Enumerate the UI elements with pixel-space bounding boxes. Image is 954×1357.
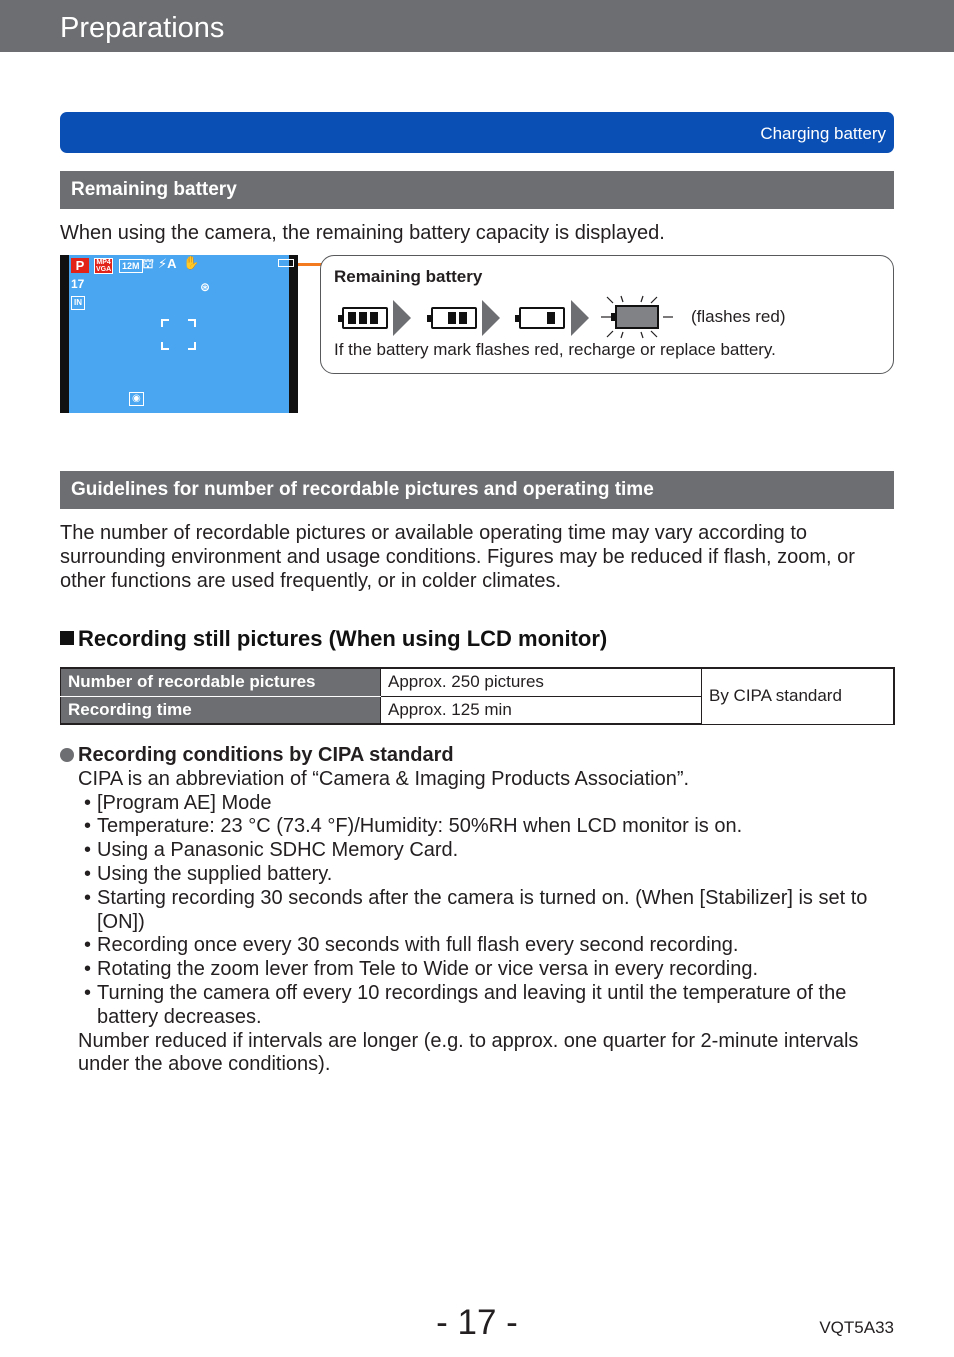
list-item: • [Program AE] Mode xyxy=(84,792,894,816)
callout-note: If the battery mark flashes red, recharge or replace battery. xyxy=(334,340,776,359)
section-intro: When using the camera, the remaining battery capacity is displayed. xyxy=(60,222,665,244)
subsection-heading-label: Recording still pictures (When using LCD monitor) xyxy=(78,626,608,651)
page-title: Preparations xyxy=(60,12,225,44)
arrow-right-icon xyxy=(571,300,589,336)
list-item: • Using a Panasonic SDHC Memory Card. xyxy=(84,839,894,863)
battery-two-thirds-icon xyxy=(431,307,477,329)
conditions-footer: Number reduced if intervals are longer (e.g. to approx. one quarter for 2-minute intervals under the above conditions). xyxy=(78,1029,859,1076)
scene-icon: ⛫ xyxy=(142,256,154,271)
section-nav-bar xyxy=(60,112,894,153)
vga-label: VGA xyxy=(96,266,112,273)
list-item: • Turning the camera off every 10 recordings and leaving it until the temperature of the battery decreases. xyxy=(84,982,894,1030)
flash-auto-icon: ⚡A xyxy=(158,256,177,271)
table-cell: Approx. 125 min xyxy=(381,696,702,724)
mp4-vga-icon xyxy=(94,258,113,274)
arrow-right-icon xyxy=(393,300,411,336)
table-header-cell: Number of recordable pictures xyxy=(61,668,381,696)
spec-table xyxy=(60,667,895,725)
section-heading-guidelines xyxy=(60,471,894,509)
list-item: • Rotating the zoom lever from Tele to Wide or vice versa in every recording. xyxy=(84,958,894,982)
round-bullet-icon xyxy=(60,748,74,762)
breadcrumb-link[interactable]: Charging battery xyxy=(760,124,886,143)
picture-size-icon: 12M xyxy=(119,259,143,273)
guidelines-intro: The number of recordable pictures or available operating time may vary according to surrounding environment and usage conditions. Figures may be reduced if flash, zoom, or other functions are used frequently, or in colder climates. xyxy=(60,522,855,592)
section-heading-label: Guidelines for number of recordable pictures and operating time xyxy=(71,479,654,500)
lcd-battery-icon xyxy=(278,259,294,267)
battery-empty-flashing-icon xyxy=(599,294,675,340)
section-heading-remaining-battery xyxy=(60,171,894,209)
conditions-heading xyxy=(60,744,894,768)
self-timer-icon: ⊛ xyxy=(200,280,211,294)
callout-title: Remaining battery xyxy=(334,267,483,286)
top-bar xyxy=(0,0,954,52)
page-number: - 17 - xyxy=(436,1303,518,1342)
af-frame-corner xyxy=(188,342,196,350)
remaining-battery-callout xyxy=(320,255,894,374)
table-standard-cell: By CIPA standard xyxy=(702,668,895,724)
af-frame-corner xyxy=(161,342,169,350)
shot-count: 17 xyxy=(71,277,85,291)
conditions-intro: CIPA is an abbreviation of “Camera & Imaging Products Association”. xyxy=(78,767,690,790)
list-item: • Temperature: 23 °C (73.4 °F)/Humidity: 50%RH when LCD monitor is on. xyxy=(84,815,894,839)
metering-icon: ◉ xyxy=(129,392,144,406)
table-row xyxy=(61,668,895,696)
list-item: • Recording once every 30 seconds with full flash every second recording. xyxy=(84,934,894,958)
subsection-heading xyxy=(60,626,607,652)
battery-one-third-icon xyxy=(519,307,565,329)
table-cell: Approx. 250 pictures xyxy=(381,668,702,696)
af-frame-corner xyxy=(188,319,196,327)
square-bullet-icon xyxy=(60,631,74,645)
battery-full-icon xyxy=(342,307,388,329)
mp4-label: MP4 xyxy=(96,259,111,266)
flash-note: (flashes red) xyxy=(691,307,786,326)
stabilizer-icon: ✋ xyxy=(183,255,200,270)
internal-memory-icon: IN xyxy=(71,296,85,310)
conditions-list xyxy=(60,792,894,1030)
af-frame-corner xyxy=(161,319,169,327)
list-item: • Using the supplied battery. xyxy=(84,863,894,887)
mode-p-icon: P xyxy=(71,258,89,273)
conditions-heading-label: Recording conditions by CIPA standard xyxy=(78,744,454,766)
lcd-screen-illustration xyxy=(60,255,298,413)
arrow-right-icon xyxy=(482,300,500,336)
recording-conditions xyxy=(60,744,894,1077)
table-header-cell: Recording time xyxy=(61,696,381,724)
section-heading-label: Remaining battery xyxy=(71,179,237,200)
model-code: VQT5A33 xyxy=(819,1318,894,1337)
list-item: • Starting recording 30 seconds after the camera is turned on. (When [Stabilizer] is set to [ON]) xyxy=(84,887,894,935)
